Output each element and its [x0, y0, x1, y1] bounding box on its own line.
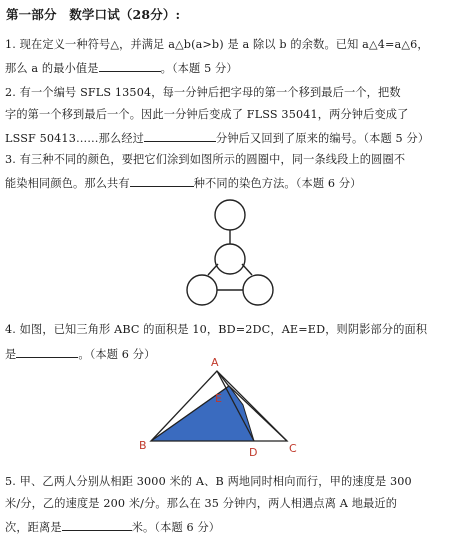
q4-text-post: 。（本题 6 分） — [78, 348, 156, 361]
q1-text-post: 。（本题 5 分） — [160, 62, 238, 75]
q2-line1: 2. 有一个编号 SFLS 13504，每一分钟后把字母的第一个移到最后一个，把数 — [5, 86, 401, 99]
section-title: 第一部分 数学口试（28分）: — [6, 7, 181, 22]
q2-text-pre: LSSF 50413……那么经过 — [5, 132, 144, 145]
q1-text-pre: 那么 a 的最小值是 — [5, 62, 99, 75]
label-d: D — [249, 446, 258, 459]
label-e: E — [215, 392, 222, 405]
q2-text-post: 分钟后又回到了原来的编号。（本题 5 分） — [216, 132, 430, 145]
label-b: B — [139, 439, 147, 452]
q3-text-pre: 能染相同颜色。那么共有 — [5, 177, 130, 190]
q3-line1: 3. 有三种不同的颜色，要把它们涂到如图所示的圆圈中，同一条线段上的圆圈不 — [5, 153, 406, 166]
q4-line1: 4. 如图，已知三角形 ABC 的面积是 10，BD=2DC，AE=ED，则阴影部分的面积 — [5, 323, 428, 336]
q5-answer-blank — [62, 519, 132, 531]
q3-text-post: 种不同的染色方法。（本题 6 分） — [193, 177, 362, 190]
q5-text-post: 米。（本题 6 分） — [131, 521, 221, 534]
q2-line2: 字的第一个移到最后一个。因此一分钟后变成了 FLSS 35041，两分钟后变成了 — [5, 108, 409, 121]
q5-line2: 米/分，乙的速度是 200 米/分。那么在 35 分钟内，两人相遇点离 A 地最近的 — [5, 497, 398, 510]
q5-line1: 5. 甲、乙两人分别从相距 3000 米的 A、B 两地同时相向而行，甲的速度是 300 — [5, 475, 412, 488]
q1-line1: 1. 现在定义一种符号△，并满足 a△b(a>b) 是 a 除以 b 的余数。已知 a△4=a△6， — [5, 38, 429, 51]
label-c: C — [289, 442, 297, 455]
q5-text-pre: 次，距离是 — [5, 521, 62, 534]
label-a: A — [211, 356, 219, 369]
q5-line3 — [5, 519, 220, 535]
q4-text-pre: 是 — [5, 348, 17, 361]
